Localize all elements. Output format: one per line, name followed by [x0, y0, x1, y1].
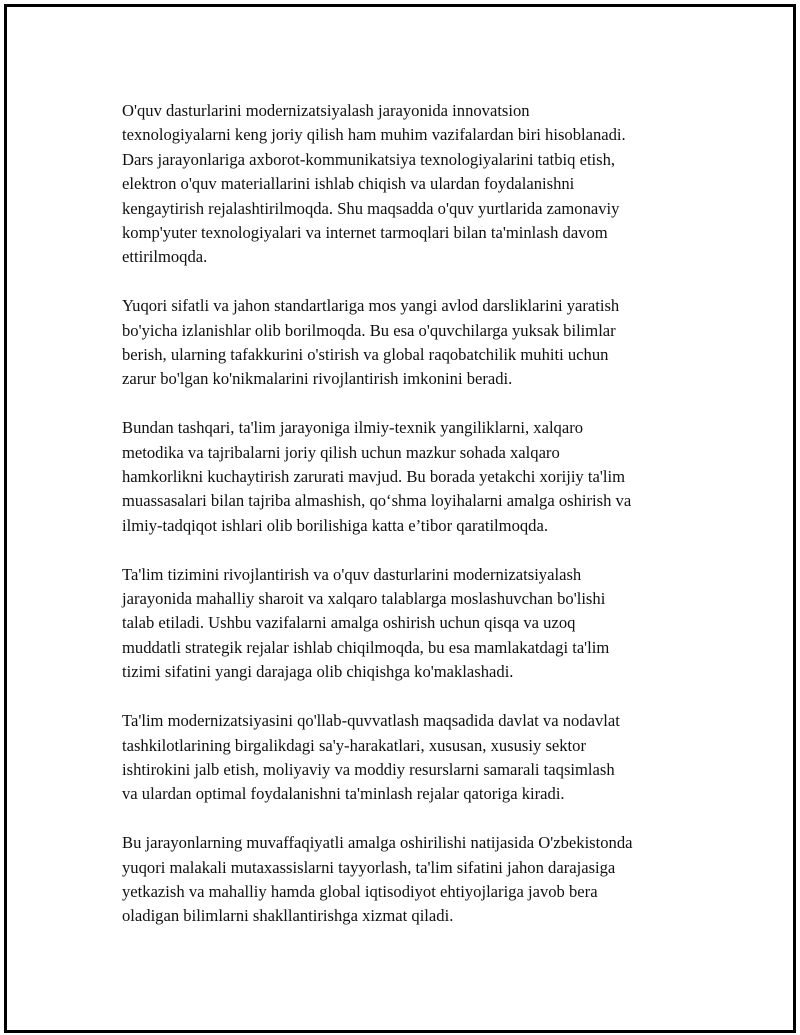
document-body	[122, 99, 722, 953]
paragraph-2: Yuqori sifatli va jahon standartlariga mos yangi avlod darsliklarini yaratish bo'yicha izlanishlar olib borilmoqda. Bu esa o'quvchilarga yuksak bilimlar berish, ularning tafakkurini o'stirish va global raqobatchilik muhiti uchun zarur bo'lgan ko'nikmalarini rivojlantirish imkonini beradi.	[122, 296, 620, 389]
paragraph-6: Bu jarayonlarning muvaffaqiyatli amalga oshirilishi natijasida O'zbekistonda yuqori malakali mutaxassislarni tayyorlash, ta'lim sifatini jahon darajasiga yetkazish va mahalliy hamda global iqtisodiyot ehtiyojlariga javob bera oladigan bilimlarni shakllantirishga xizmat qiladi.	[122, 833, 633, 926]
page-border	[4, 4, 796, 1033]
paragraph-4: Ta'lim tizimini rivojlantirish va o'quv dasturlarini modernizatsiyalash jarayonida mahalliy sharoit va xalqaro talablarga moslashuvchan bo'lishi talab etiladi. Ushbu vazifalarni amalga oshirish uchun qisqa va uzoq muddatli strategik rejalar ishlab chiqilmoqda, bu esa mamlakatdagi ta'lim tizimi sifatini yangi darajaga olib chiqishga ko'maklashadi.	[122, 564, 610, 682]
paragraph-5: Ta'lim modernizatsiyasini qo'llab-quvvatlash maqsadida davlat va nodavlat tashkilotlarining birgalikdagi sa'y-harakatlari, xususan, xususiy sektor ishtirokini jalb etish, moliyaviy va moddiy resurslarni samarali taqsimlash va ulardan optimal foydalanishni ta'minlash rejalar qatoriga kiradi.	[122, 711, 620, 804]
paragraph-1: O'quv dasturlarini modernizatsiyalash jarayonida innovatsion texnologiyalarni keng joriy qilish ham muhim vazifalardan biri hisoblanadi. Dars jarayonlariga axborot-kommunikatsiya texnologiyalarini tatbiq etish, elektron o'quv materiallarini ishlab chiqish va ulardan foydalanishni kengaytirish rejalashtirilmoqda. Shu maqsadda o'quv yurtlarida zamonaviy komp'yuter texnologiyalari va internet tarmoqlari bilan ta'minlash davom ettirilmoqda.	[122, 101, 626, 267]
paragraph-3: Bundan tashqari, ta'lim jarayoniga ilmiy-texnik yangiliklarni, xalqaro metodika va tajribalarni joriy qilish uchun mazkur sohada xalqaro hamkorlikni kuchaytirish zarurati mavjud. Bu borada yetakchi xorijiy ta'lim muassasalari bilan tajriba almashish, qo‘shma loyihalarni amalga oshirish va ilmiy-tadqiqot ishlari olib borilishiga katta e’tibor qaratilmoqda.	[122, 418, 632, 535]
